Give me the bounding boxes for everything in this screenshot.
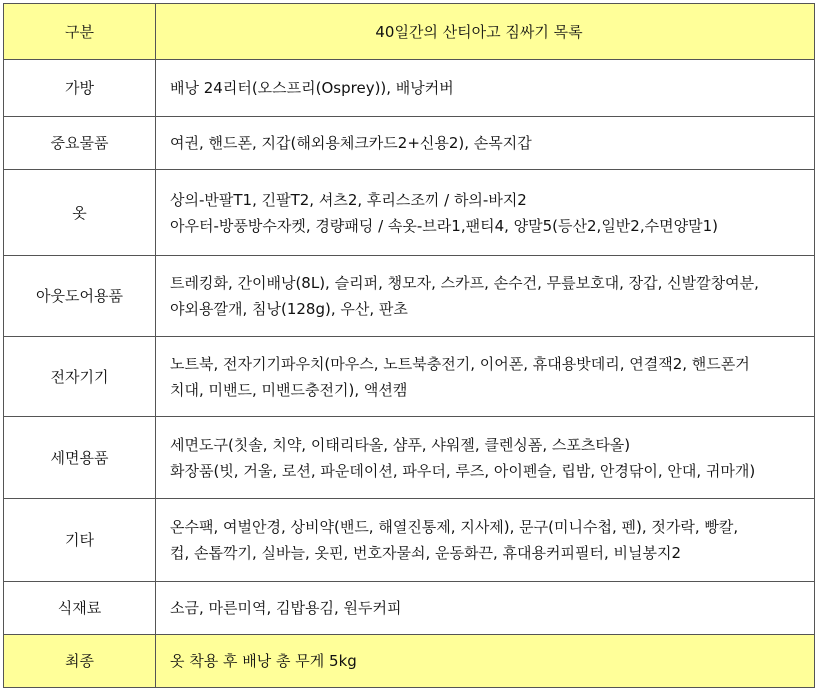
table-row [4,499,815,582]
row-content-line: 배낭 24리터(오스프리(Osprey)), 배낭커버 [170,79,454,97]
row-category: 세면용품 [4,417,156,499]
row-content-line: 세면도구(칫솔, 치약, 이태리타올, 샴푸, 샤워젤, 클렌싱폼, 스포츠타올) [170,435,631,454]
row-category: 식재료 [4,582,156,635]
row-content-line: 여권, 핸드폰, 지갑(해외용체크카드2+신용2), 손목지갑 [170,134,532,152]
row-content [156,256,815,337]
row-content [156,117,815,170]
table-row [4,256,815,337]
row-category: 아웃도어용품 [4,256,156,337]
row-category: 중요물품 [4,117,156,170]
row-content-line: 트레킹화, 간이배낭(8L), 슬리퍼, 챙모자, 스카프, 손수건, 무릎보호대, 장갑, 신발깔창여분, [170,274,759,292]
row-content-line: 컵, 손톱깍기, 실바늘, 옷핀, 번호자물쇠, 운동화끈, 휴대용커피필터, 비닐봉지2 [170,544,681,562]
table-row [4,582,815,635]
row-content-line: 소금, 마른미역, 김밥용김, 원두커피 [170,599,402,617]
row-content-line: 아우터-방풍방수자켓, 경량패딩 / 속옷-브라1,팬티4, 양말5(등산2,일반2,수면양말1) [170,216,718,235]
row-category: 기타 [4,499,156,582]
row-content-line: 화장품(빗, 거울, 로션, 파운데이션, 파우더, 루즈, 아이펜슬, 립밤, 안경닦이, 안대, 귀마개) [170,461,756,480]
header-category-cell: 구분 [4,4,156,60]
footer-row [4,635,815,688]
row-content [156,60,815,117]
row-content-line: 야외용깔개, 침낭(128g), 우산, 판초 [170,300,408,318]
row-content [156,499,815,582]
row-category: 전자기기 [4,337,156,417]
footer-text-cell: 옷 착용 후 배낭 총 무게 5kg [156,635,815,688]
packing-list-table [3,3,815,688]
table-row [4,117,815,170]
row-content [156,582,815,635]
row-category: 가방 [4,60,156,117]
table-row [4,170,815,256]
row-category: 옷 [4,170,156,256]
header-row [4,4,815,60]
row-content-line: 온수팩, 여벌안경, 상비약(밴드, 해열진통제, 지사제), 문구(미니수첩, 펜), 젓가락, 빵칼, [170,518,739,536]
row-content-line: 치대, 미밴드, 미밴드충전기), 액션캠 [170,380,408,399]
header-title-cell: 40일간의 산티아고 짐싸기 목록 [156,4,815,60]
row-content [156,170,815,256]
row-content [156,417,815,499]
row-content-line: 노트북, 전자기기파우치(마우스, 노트북충전기, 이어폰, 휴대용밧데리, 연결잭2, 핸드폰거 [170,354,750,373]
footer-category-cell: 최종 [4,635,156,688]
table-row [4,337,815,417]
row-content [156,337,815,417]
table-row [4,60,815,117]
table-row [4,417,815,499]
row-content-line: 상의-반팔T1, 긴팔T2, 셔츠2, 후리스조끼 / 하의-바지2 [170,190,527,209]
